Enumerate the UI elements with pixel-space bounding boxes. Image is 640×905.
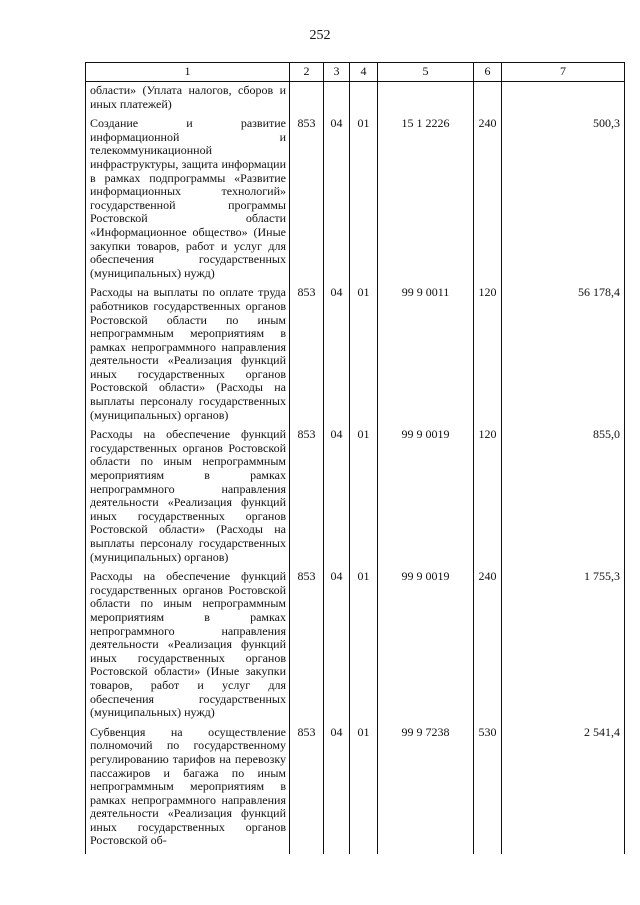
row-description: Субвенция на осуществление полномочий по государственному регулированию тарифов на перевозку пассажиров и багажа по иным непрограммным мероприятиям в рамках непрограммного направления деятельности «Реализация функций иных государственных органов Ростовской об-	[86, 726, 290, 854]
row-subsection	[350, 82, 378, 118]
row-section	[324, 82, 350, 118]
row-section: 04	[324, 726, 350, 854]
row-subsection: 01	[350, 570, 378, 726]
column-header-subsection: 4	[350, 63, 378, 82]
row-amount: 855,0	[502, 428, 625, 570]
row-description: Создание и развитие информационной и телекоммуникационной инфраструктуры, защита информации в рамках подпрограммы «Развитие информационных технологий» государственной программы Ростовской области «Информационное общество» (Иные закупки товаров, работ и услуг для обеспечения государственных (муниципальных) нужд)	[86, 117, 290, 286]
row-expense-type: 240	[474, 117, 502, 286]
row-description: области» (Уплата налогов, сборов и иных платежей)	[86, 82, 290, 118]
row-subsection: 01	[350, 117, 378, 286]
row-description: Расходы на обеспечение функций государственных органов Ростовской области по иным непрограммным мероприятиям в рамках непрограммного направления деятельности «Реализация функций иных государственных органов Ростовской области» (Иные закупки товаров, работ и услуг для обеспечения государственных (муниципальных) нужд)	[86, 570, 290, 726]
page-number: 252	[309, 28, 331, 43]
row-subsection: 01	[350, 286, 378, 428]
row-expense-type: 120	[474, 286, 502, 428]
row-description: Расходы на обеспечение функций государственных органов Ростовской области по иным непрограммным мероприятиям в рамках непрограммного направления деятельности «Реализация функций иных государственных органов Ростовской области» (Расходы на выплаты персоналу государственных (муниципальных) органов)	[86, 428, 290, 570]
row-section: 04	[324, 570, 350, 726]
row-target: 15 1 2226	[378, 117, 474, 286]
row-amount: 56 178,4	[502, 286, 625, 428]
row-amount	[502, 82, 625, 118]
row-ministry: 853	[290, 726, 324, 854]
row-section: 04	[324, 428, 350, 570]
table-row	[86, 428, 625, 570]
column-header-amount: 7	[502, 63, 625, 82]
row-expense-type	[474, 82, 502, 118]
column-header-description: 1	[86, 63, 290, 82]
row-amount: 500,3	[502, 117, 625, 286]
row-target	[378, 82, 474, 118]
row-description: Расходы на выплаты по оплате труда работников государственных органов Ростовской области по иным непрограммным мероприятиям в рамках непрограммного направления деятельности «Реализация функций иных государственных органов Ростовской области» (Расходы на выплаты персоналу государственных (муниципальных) органов)	[86, 286, 290, 428]
column-header-expense-type: 6	[474, 63, 502, 82]
row-target: 99 9 0011	[378, 286, 474, 428]
row-ministry: 853	[290, 570, 324, 726]
table-row	[86, 570, 625, 726]
budget-table	[85, 62, 625, 854]
row-subsection: 01	[350, 428, 378, 570]
row-ministry: 853	[290, 286, 324, 428]
column-header-ministry: 2	[290, 63, 324, 82]
table-row	[86, 286, 625, 428]
row-target: 99 9 7238	[378, 726, 474, 854]
row-ministry: 853	[290, 428, 324, 570]
column-header-section: 3	[324, 63, 350, 82]
row-target: 99 9 0019	[378, 428, 474, 570]
row-subsection: 01	[350, 726, 378, 854]
row-expense-type: 120	[474, 428, 502, 570]
row-amount: 1 755,3	[502, 570, 625, 726]
row-ministry	[290, 82, 324, 118]
row-expense-type: 530	[474, 726, 502, 854]
row-ministry: 853	[290, 117, 324, 286]
row-target: 99 9 0019	[378, 570, 474, 726]
header-row	[86, 63, 625, 82]
row-amount: 2 541,4	[502, 726, 625, 854]
row-section: 04	[324, 117, 350, 286]
row-section: 04	[324, 286, 350, 428]
table-row	[86, 82, 625, 118]
row-expense-type: 240	[474, 570, 502, 726]
table-row	[86, 726, 625, 854]
column-header-target: 5	[378, 63, 474, 82]
table-row	[86, 117, 625, 286]
